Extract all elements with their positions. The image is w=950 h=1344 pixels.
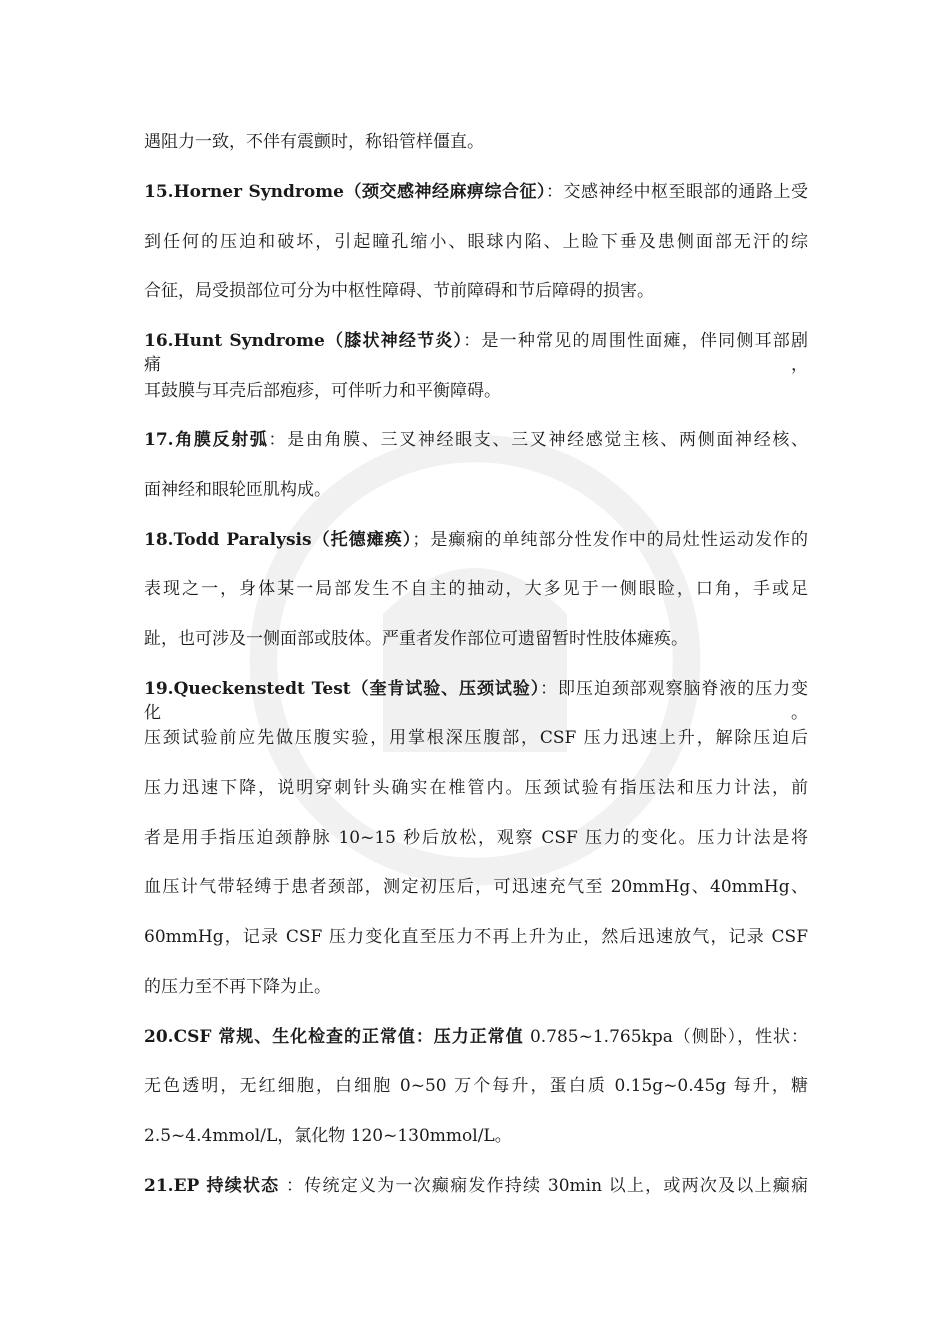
line-text: 者是用手指压迫颈静脉 10~15 秒后放松，观察 CSF 压力的变化。压力计法是将 (144, 828, 808, 848)
entry-text: ：是由角膜、三叉神经眼支、三叉神经感觉主核、两侧面神经核、 (268, 430, 808, 450)
entry-term: 19.Queckenstedt Test（奎肯试验、压颈试验） (144, 679, 541, 699)
text-line (144, 726, 808, 750)
text-line (144, 130, 808, 154)
line-text: 无色透明，无红细胞，白细胞 0~50 万个每升，蛋白质 0.15g~0.45g 每升，糖 (144, 1076, 808, 1096)
line-text: 到任何的压迫和破坏，引起瞳孔缩小、眼球内陷、上睑下垂及患侧面部无汗的综 (144, 232, 808, 252)
text-line (144, 875, 808, 899)
text-line (144, 826, 808, 850)
line-text: 血压计气带轻缚于患者颈部，测定初压后，可迅速充气至 20mmHg、40mmHg、 (144, 877, 808, 897)
text-line (144, 478, 808, 502)
entry-todd-paralysis (144, 528, 808, 552)
entry-term: 20.CSF 常规、生化检查的正常值：压力正常值 (144, 1027, 524, 1047)
text-line (144, 975, 808, 999)
entry-term: 21.EP 持续状态 (144, 1176, 280, 1196)
entry-horner-syndrome (144, 180, 808, 204)
entry-term: 18.Todd Paralysis（托德瘫痪） (144, 530, 413, 550)
line-text: 耳鼓膜与耳壳后部疱疹，可伴听力和平衡障碍。 (144, 381, 501, 401)
entry-hunt-syndrome (144, 329, 808, 377)
line-text: 压颈试验前应先做压腹实验，用掌根深压腹部，CSF 压力迅速上升，解除压迫后 (144, 728, 808, 748)
line-text: 的压力至不再下降为止。 (144, 977, 331, 997)
entry-text: ：即压迫颈部观察脑脊液的压力变化。 (144, 679, 808, 723)
entry-csf-normal-values (144, 1025, 808, 1049)
text-line (144, 776, 808, 800)
entry-text: ：是一种常见的周围性面瘫，伴同侧耳部剧痛， (144, 331, 808, 375)
line-text: 60mmHg，记录 CSF 压力变化直至压力不再上升为止，然后迅速放气，记录 CSF (144, 927, 808, 947)
line-text: 趾，也可涉及一侧面部或肢体。严重者发作部位可遗留暂时性肢体瘫痪。 (144, 629, 688, 649)
entry-term: 17.角膜反射弧 (144, 430, 269, 450)
text-line (144, 279, 808, 303)
text-line (144, 577, 808, 601)
text-line (144, 1124, 808, 1148)
text-line (144, 925, 808, 949)
text-line (144, 1074, 808, 1098)
text-line (144, 627, 808, 651)
line-text: 合征，局受损部位可分为中枢性障碍、节前障碍和节后障碍的损害。 (144, 281, 654, 301)
line-text: 2.5~4.4mmol/L，氯化物 120~130mmol/L。 (144, 1126, 512, 1146)
entry-term: 16.Hunt Syndrome（膝状神经节炎） (144, 331, 464, 351)
line-text: 面神经和眼轮匝肌构成。 (144, 480, 331, 500)
entry-text: ：传统定义为一次癫痫发作持续 30min 以上，或两次及以上癫痫 (279, 1176, 808, 1196)
entry-text: ；是癫痫的单纯部分性发作中的局灶性运动发作的 (412, 530, 808, 550)
entry-corneal-reflex-arc (144, 428, 808, 452)
text-line (144, 379, 808, 403)
entry-text: 0.785~1.765kpa（侧卧），性状： (523, 1027, 808, 1047)
text-line (144, 230, 808, 254)
line-text: 遇阻力一致，不伴有震颤时，称铅管样僵直。 (144, 132, 484, 152)
line-text: 压力迅速下降，说明穿刺针头确实在椎管内。压颈试验有指压法和压力计法，前 (144, 778, 808, 798)
entry-status-epilepticus (144, 1174, 808, 1198)
entry-queckenstedt-test (144, 677, 808, 725)
line-text: 表现之一，身体某一局部发生不自主的抽动，大多见于一侧眼睑，口角，手或足 (144, 579, 808, 599)
entry-text: ：交感神经中枢至眼部的通路上受 (546, 182, 808, 202)
entry-term: 15.Horner Syndrome（颈交感神经麻痹综合征） (144, 182, 546, 202)
